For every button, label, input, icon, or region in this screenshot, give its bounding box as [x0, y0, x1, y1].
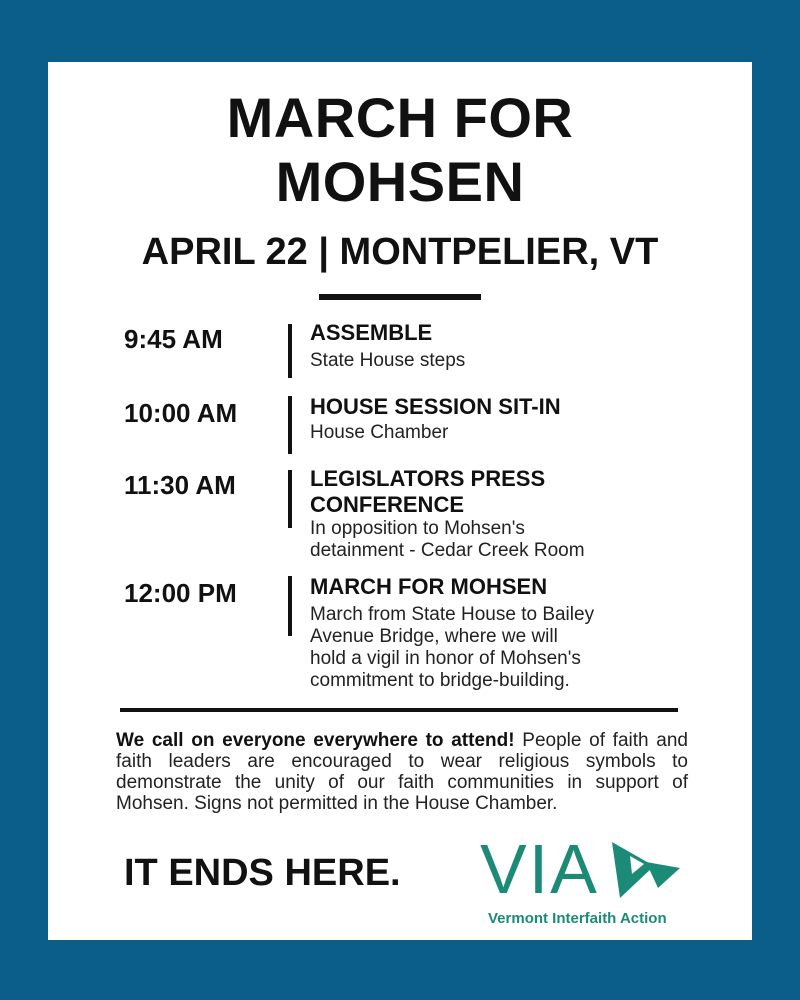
schedule-desc-line: hold a vigil in honor of Mohsen's [310, 648, 581, 669]
via-logo-text: VIA [480, 830, 599, 908]
call-to-action [116, 730, 688, 814]
schedule-desc-line: In opposition to Mohsen's [310, 518, 525, 539]
tagline: IT ENDS HERE. [124, 852, 401, 894]
via-logo-subtitle: Vermont Interfaith Action [488, 910, 667, 927]
schedule-desc-line: Avenue Bridge, where we will [310, 626, 558, 647]
schedule-divider [288, 576, 292, 636]
schedule-divider [288, 324, 292, 378]
schedule-heading: ASSEMBLE [310, 320, 433, 345]
schedule-heading-line: LEGISLATORS PRESS [310, 466, 546, 491]
schedule-heading-line: CONFERENCE [310, 492, 465, 517]
date-location: APRIL 22 | MONTPELIER, VT [141, 231, 659, 273]
schedule-desc-line: March from State House to Bailey [310, 604, 595, 625]
section-divider [120, 708, 678, 712]
title-divider [319, 294, 481, 300]
schedule-divider [288, 470, 292, 528]
call-bold: We call on everyone everywhere to attend! [116, 730, 515, 751]
title-line-2: MOHSEN [275, 150, 525, 213]
schedule-heading: HOUSE SESSION SIT-IN [310, 394, 561, 419]
title-line-1: MARCH FOR [226, 86, 574, 149]
flyer-card [48, 62, 752, 940]
schedule-desc [310, 518, 710, 562]
schedule-desc [310, 350, 710, 372]
schedule-time: 12:00 PM [124, 578, 237, 608]
schedule-desc-line: House Chamber [310, 422, 449, 443]
schedule-desc-line: detainment - Cedar Creek Room [310, 540, 585, 561]
schedule-time: 10:00 AM [124, 398, 238, 428]
schedule-divider [288, 396, 292, 454]
schedule-heading: MARCH FOR MOHSEN [310, 574, 548, 599]
schedule-desc-line: commitment to bridge-building. [310, 670, 570, 691]
schedule-desc-line: State House steps [310, 350, 466, 371]
call-text: People of faith and faith leaders are encouraged to wear religious symbols to demonstrate the unity of our faith communities in support of Mohsen. Signs not permitted in the House Chamber. [116, 730, 688, 814]
via-logo-icon [610, 838, 682, 900]
schedule-time: 11:30 AM [124, 470, 236, 500]
schedule-heading [310, 466, 730, 518]
schedule-desc [310, 422, 710, 444]
flyer-title [48, 86, 752, 214]
schedule-time: 9:45 AM [124, 324, 223, 354]
schedule-desc [310, 604, 710, 692]
